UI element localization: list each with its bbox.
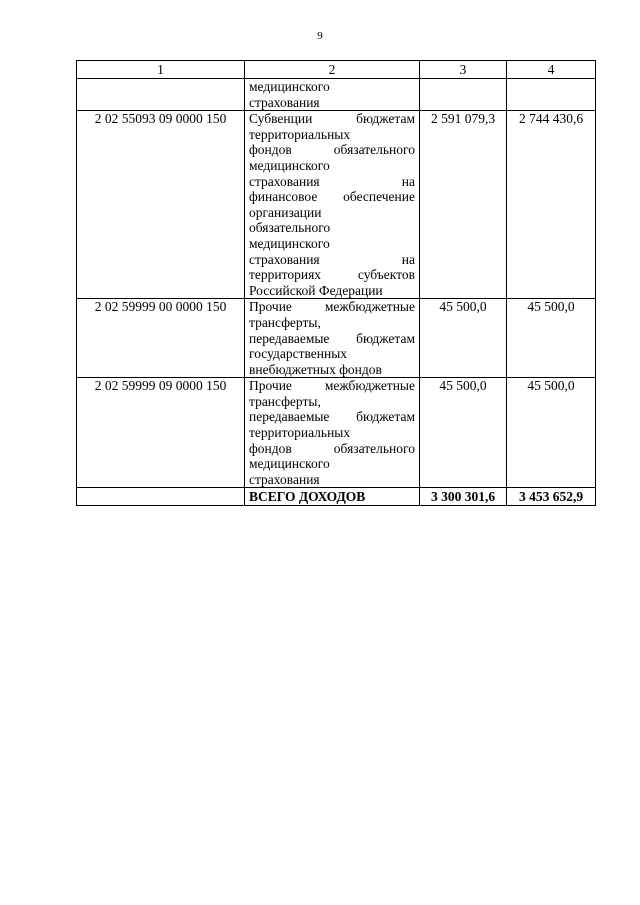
description-line: Прочие межбюджетные: [249, 378, 415, 394]
description-line: организации: [249, 204, 322, 220]
description-line: передаваемые бюджетам: [249, 409, 415, 425]
description-line: государственных: [249, 346, 348, 362]
description-line: Прочие межбюджетные: [249, 299, 415, 315]
table-header-row: [77, 61, 596, 79]
table-row: [77, 299, 596, 378]
code-cell: 2 02 59999 09 0000 150: [77, 378, 245, 488]
value-cell-3: 45 500,0: [420, 299, 507, 378]
description-line: страхования: [249, 471, 320, 487]
column-header-2: 2: [245, 61, 420, 79]
value-cell-4: 45 500,0: [507, 299, 596, 378]
code-cell: 2 02 59999 00 0000 150: [77, 299, 245, 378]
total-value-4: 3 453 652,9: [507, 488, 596, 506]
description-cell: [245, 299, 420, 378]
description-line: фондов обязательного: [249, 142, 415, 158]
table-row: [77, 378, 596, 488]
revenue-table: [76, 60, 596, 506]
table-row-continuation: [77, 79, 596, 111]
description-line: территориальных: [249, 126, 351, 142]
code-cell: 2 02 55093 09 0000 150: [77, 111, 245, 299]
column-header-3: 3: [420, 61, 507, 79]
value-cell-4: 45 500,0: [507, 378, 596, 488]
description-line: страхования: [249, 94, 320, 110]
value-cell-4: [507, 79, 596, 111]
description-line: медицинского: [249, 456, 330, 472]
total-label: ВСЕГО ДОХОДОВ: [245, 488, 420, 506]
description-line: внебюджетных фондов: [249, 361, 382, 377]
description-cell: [245, 378, 420, 488]
description-line: финансовое обеспечение: [249, 189, 415, 205]
description-line: медицинского: [249, 79, 330, 94]
description-line: фондов обязательного: [249, 440, 415, 456]
description-line: страхования на: [249, 251, 415, 267]
value-cell-3: 45 500,0: [420, 378, 507, 488]
description-line: медицинского: [249, 157, 330, 173]
total-row: [77, 488, 596, 506]
description-line: Субвенции бюджетам: [249, 111, 415, 127]
description-line: передаваемые бюджетам: [249, 330, 415, 346]
description-line: трансферты,: [249, 314, 321, 330]
value-cell-3: [420, 79, 507, 111]
value-cell-4: 2 744 430,6: [507, 111, 596, 299]
value-cell-3: 2 591 079,3: [420, 111, 507, 299]
description-line: страхования на: [249, 173, 415, 189]
description-line: обязательного: [249, 220, 331, 236]
column-header-1: 1: [77, 61, 245, 79]
table-row: [77, 111, 596, 299]
page-number: 9: [317, 30, 323, 42]
description-line: медицинского: [249, 235, 330, 251]
total-code-cell: [77, 488, 245, 506]
description-line: Российской Федерации: [249, 282, 383, 298]
description-line: территориальных: [249, 425, 351, 441]
total-value-3: 3 300 301,6: [420, 488, 507, 506]
code-cell: [77, 79, 245, 111]
description-cell: [245, 79, 420, 111]
description-cell: [245, 111, 420, 299]
column-header-4: 4: [507, 61, 596, 79]
description-line: трансферты,: [249, 393, 321, 409]
description-line: территориях субъектов: [249, 267, 415, 283]
